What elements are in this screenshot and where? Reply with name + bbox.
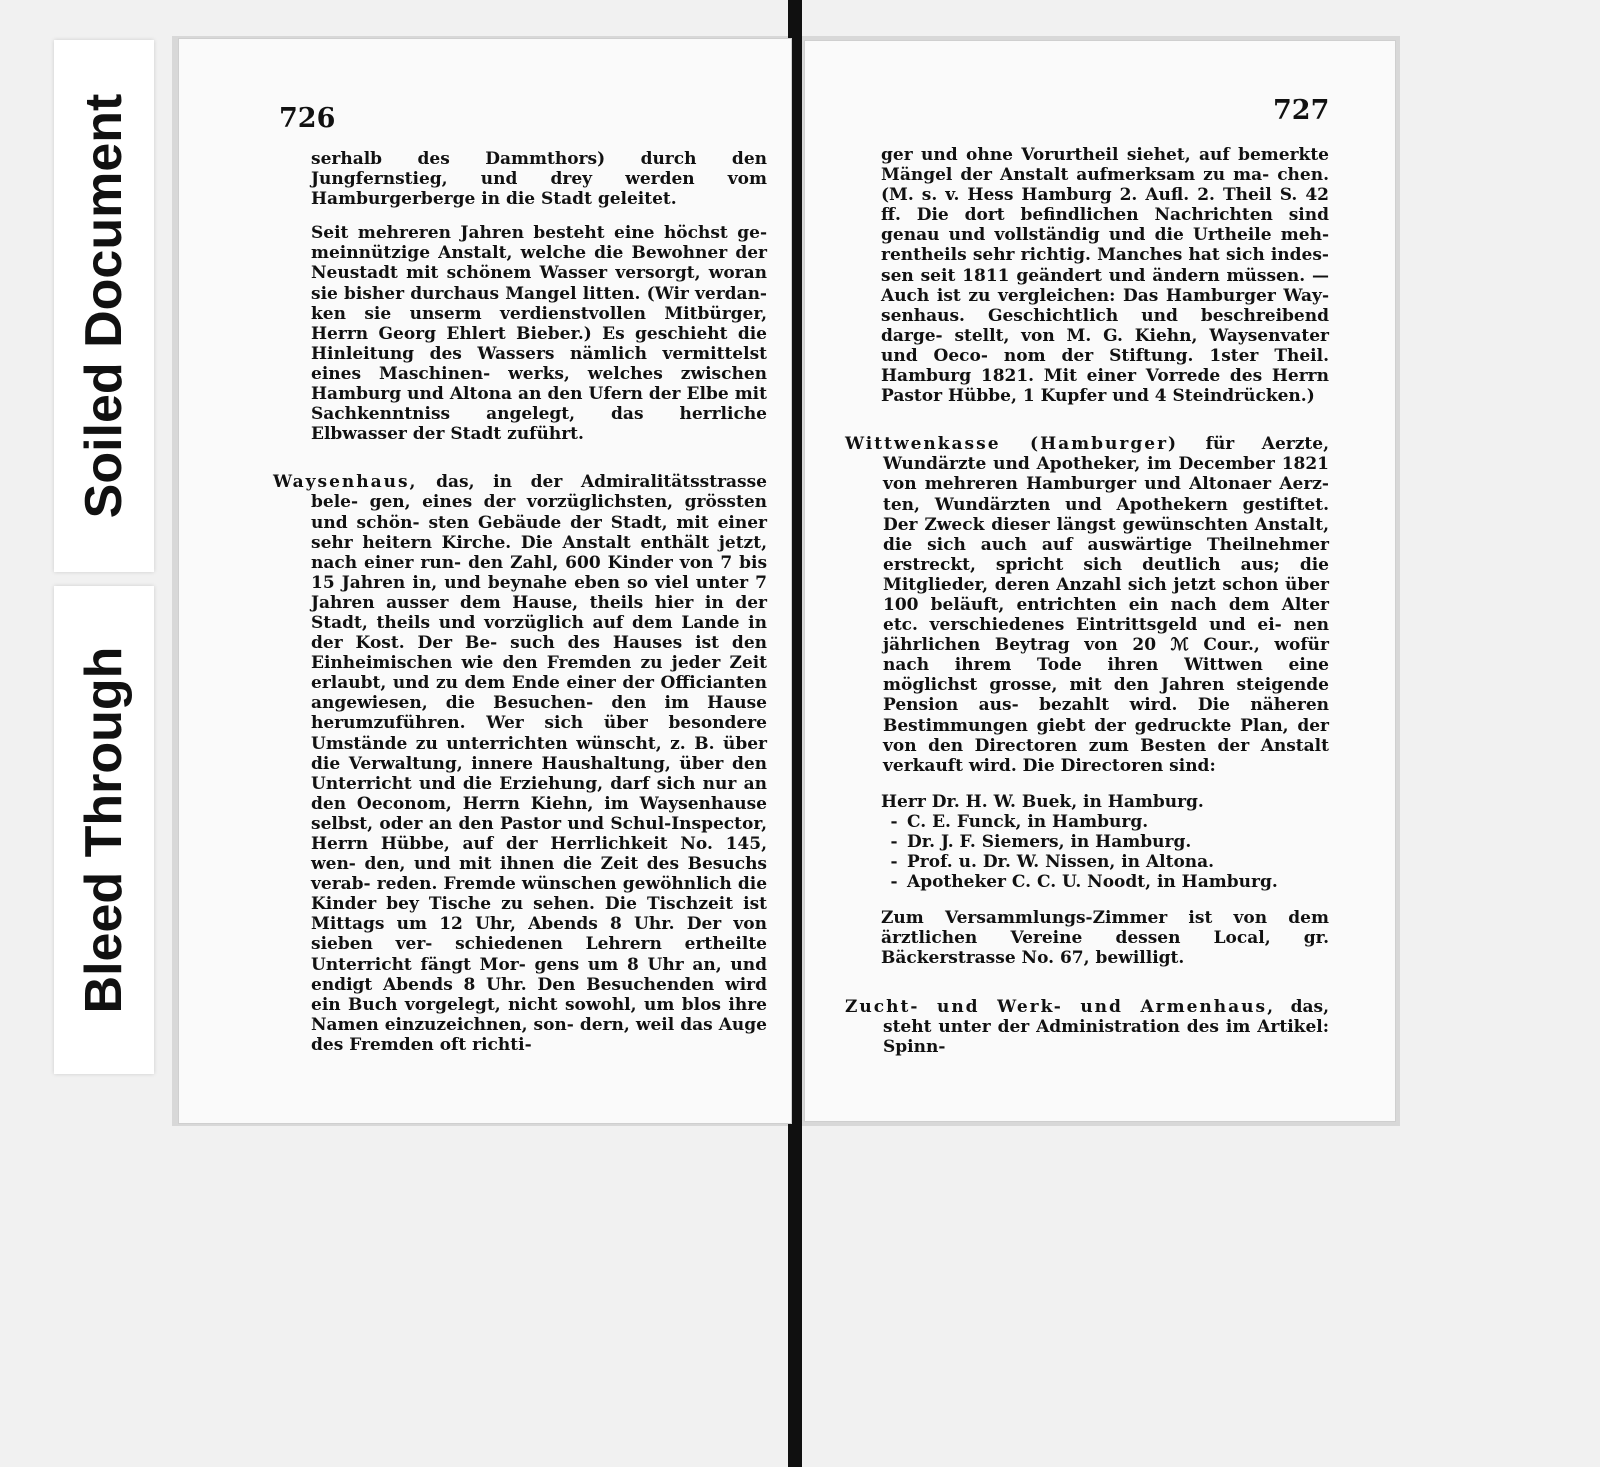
right-text-column <box>845 145 1329 1057</box>
bleed-through-label: Bleed Through <box>75 646 133 1014</box>
soiled-document-label: Soiled Document <box>75 93 133 519</box>
left-text-column <box>273 149 768 1055</box>
wittwenkasse-entry: Wittwenkasse (Hamburger) für Aerzte, Wundärzte und Apotheker, im December 1821 von mehreren Hamburger und Altonaer Aerz- ten, Wundärzten und Apothekern gestiftet. Der Zweck dieser längst gewünschten Anstalt, die sich auch auf auswärtige Theilnehmer erstreckt, spricht sich deutlich aus; die Mitglieder, deren Anzahl sich jetzt schon über 100 beläuft, entrichten ein nach dem Alter etc. verschiedenes Eintrittsgeld und ei- nen jährlichen Beytrag von 20 ℳ Cour., wofür nach ihrem Tode ihren Wittwen eine möglichst grosse, mit den Jahren steigende Pension aus- bezahlt wird. Die näheren Bestimmungen giebt der gedruckte Plan, der von den Directoren zum Besten der Anstalt verkauft wird. Die Directoren sind: <box>845 434 1330 776</box>
left-page <box>178 38 792 1124</box>
waysenhaus-entry: Waysenhaus, das, in der Admiralitätsstrasse bele- gen, eines der vorzüglichsten, grössten und schön- sten Gebäude der Stadt, mit einer sehr heitern Kirche. Die Anstalt enthält jetzt, nach einer run- den Zahl, 600 Kinder von 7 bis 15 Jahren in, und beynahe eben so viel unter 7 Jahren ausser dem Hause, theils hier in der Stadt, theils und vorzüglich auf dem Lande in der Kost. Der Be- such des Hauses ist den Einheimischen wie den Fremden zu jeder Zeit erlaubt, und zu dem Ende einer der Officianten angewiesen, die Besuchen- den im Hause herumzuführen. Wer sich über besondere Umstände zu unterrichten wünscht, z. B. über die Verwaltung, innere Haushaltung, über den Unterricht und die Erziehung, darf sich nur an den Oeconom, Herrn Kiehn, im Waysenhause selbst, oder an den Pastor und Schul-Inspector, Herrn Hübbe, auf der Herrlichkeit No. 145, wen- den, und mit ihnen die Zeit des Besuchs verab- reden. Fremde wünschen gewöhnlich die Kinder bey Tische zu sehen. Die Tischzeit ist Mittags um 12 Uhr, Abends 8 Uhr. Der von sieben ver- schiedenen Lehrern ertheilte Unterricht fängt Mor- gens um 8 Uhr an, und endigt Abends 8 Uhr. Den Besuchenden wird ein Buch vorgelegt, nicht sowohl, um blos ihre Namen einzuzeichnen, son- dern, weil das Auge des Fremden oft richti- <box>273 472 768 1055</box>
water-supply-paragraph: Seit mehreren Jahren besteht eine höchst ge- meinnützige Anstalt, welche die Bewohner der Neustadt mit schönem Wasser versorgt, woran sie bisher durchaus Mangel litten. (Wir verdan- ken sie unserm verdienstvollen Mitbürger, Herrn Georg Ehlert Bieber.) Es geschieht die Hinleitung des Wassers nämlich vermittelst eines Maschinen- werks, welches zwischen Hamburg und Altona an den Ufern der Elbe mit Sachkenntniss angelegt, das herrliche Elbwasser der Stadt zuführt. <box>311 223 767 445</box>
list-item: - Dr. J. F. Siemers, in Hamburg. <box>890 832 1192 852</box>
wittwenkasse-heading: Wittwenkasse (Hamburger) <box>845 434 1179 455</box>
page-number-left: 726 <box>279 103 336 134</box>
meeting-room-note: Zum Versammlungs-Zimmer ist von dem ärztlichen Vereine dessen Local, gr. Bäckerstrasse No. 67, bewilligt. <box>881 908 1329 969</box>
waysenhaus-heading: Waysenhaus, <box>273 472 418 493</box>
bleed-through-stamp <box>54 586 154 1074</box>
continuation-text: serhalb des Dammthors) durch den Jungfernstieg, und drey werden vom Hamburgerberge in die Stadt geleitet. <box>311 149 768 210</box>
armenhaus-heading: Zucht- und Werk- und Armenhaus, <box>845 996 1276 1017</box>
page-number-right: 727 <box>1273 95 1330 126</box>
soiled-document-stamp <box>54 40 154 572</box>
list-item: - Prof. u. Dr. W. Nissen, in Altona. <box>890 852 1215 873</box>
directors-list <box>845 792 1329 892</box>
armenhaus-entry: Zucht- und Werk- und Armenhaus, das, steht unter der Administration des im Artikel: Spinn- <box>845 996 1330 1057</box>
list-item: - Apotheker C. C. U. Noodt, in Hamburg. <box>890 872 1278 893</box>
list-item: Herr Dr. H. W. Buek, in Hamburg. <box>881 791 1204 812</box>
list-item: - C. E. Funck, in Hamburg. <box>890 811 1149 832</box>
right-page <box>804 40 1396 1122</box>
continuation-text: ger und ohne Vorurtheil siehet, auf bemerkte Mängel der Anstalt aufmerksam zu ma- chen. (M. s. v. Hess Hamburg 2. Aufl. 2. Theil S. 42 ff. Die dort befindlichen Nachrichten sind genau und vollständig und die Urtheile meh- rentheils sehr richtig. Manches hat sich indes- sen seit 1811 geändert und ändern müssen. — Auch ist zu vergleichen: Das Hamburger Way- senhaus. Geschichtlich und beschreibend darge- stellt, von M. G. Kiehn, Waysenvater und Oeco- nom der Stiftung. 1ster Theil. Hamburg 1821. Mit einer Vorrede des Herrn Pastor Hübbe, 1 Kupfer und 4 Steindrücken.) <box>881 145 1330 407</box>
